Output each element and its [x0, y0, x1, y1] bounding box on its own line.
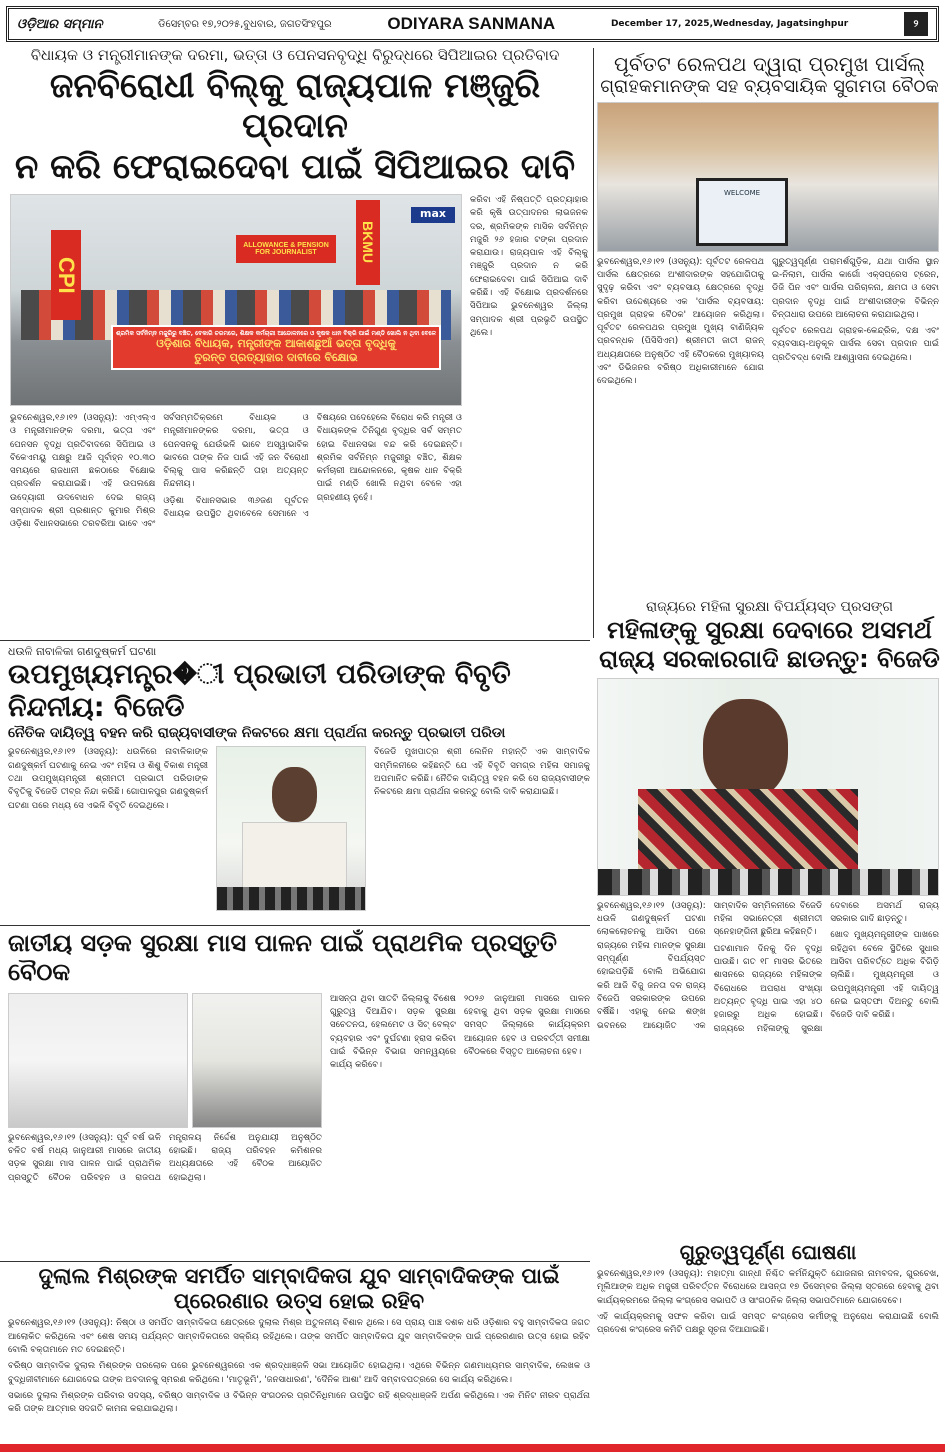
story1-body-left [10, 412, 462, 638]
paragraph: ବରିଷ୍ଠ ସାମ୍ବାଦିକ ଦୁଲାଲ ମିଶ୍ରଙ୍କ ପରଲୋକ ପରେ ଭୁବନେଶ୍ୱରରେ ଏକ ଶ୍ରଦ୍ଧାଞ୍ଜଳି ସଭା ଆୟୋଜିତ ହୋଇଥିଲା। ଏଥିରେ ବିଭିନ୍ନ ଗଣମାଧ୍ୟମର ସାମ୍ବାଦିକ, ଲେଖକ ଓ ବୁଦ୍ଧିଜୀବୀମାନେ ଯୋଗଦେଇ ତାଙ୍କ ଅବଦାନକୁ ସ୍ମରଣ କରିଥିଲେ। 'ମାତୃଭୂମି', 'ଜନସାଧାରଣ', 'ଦୈନିକ ଆଶା' ଆଦି ସମ୍ବାଦପତ୍ରରେ ସେ କାର୍ଯ୍ୟ କରିଥିଲେ। [8, 1361, 590, 1385]
story1 [0, 46, 590, 638]
story4-press-photo [216, 746, 366, 911]
masthead [6, 6, 939, 42]
story4-content [8, 746, 590, 921]
paragraph: ପୂର୍ବତଟ ରେଳପଥ ଗ୍ରାହକ-କେନ୍ଦ୍ରିକ, ଦକ୍ଷ ଏବଂ ବ୍ୟବସାୟ-ଅନୁକୂଳ ପାର୍ସଲ ସେବା ପ୍ରଦାନ ପାଇଁ ପ୍ରତିବଦ୍ଧ ବୋଲି ଆଶ୍ୱାସନା ଦେଇଥିଲେ। [772, 326, 939, 363]
divider [0, 640, 590, 641]
microphones [598, 869, 939, 896]
newspaper-logo: ଓଡ଼ିଆର ସମ୍ମାନ [17, 16, 103, 32]
story1-protest-photo [10, 194, 462, 406]
protest-banner [111, 325, 441, 370]
story1-headline-line2: ନ କରି ଫେରାଇଦେବା ପାଇଁ ସିପିଆଇର ଦାବି [14, 147, 576, 188]
store-sign: max [411, 207, 455, 223]
story3-headline-line1: ମହିଳାଙ୍କୁ ସୁରକ୍ଷା ଦେବାରେ ଅସମର୍ଥ [607, 616, 932, 645]
story4-headline: ଉପମୁଖ୍ୟମନ୍ତ୍ର�ୀ ପ୍ରଭାତୀ ପରିଡାଙ୍କ ବିବୃତି ନିନ୍ଦନୀୟ: ବିଜେଡି [8, 659, 511, 723]
story5-photo-right [192, 993, 322, 1128]
divider [0, 1261, 590, 1262]
page-number: ୨ [904, 12, 928, 36]
footer-bar [0, 1444, 945, 1452]
paragraph: ଭୁବନେଶ୍ୱର,୧୬।୧୨ (ଓସନ୍ୟୁ): ଧଉଳିରେ ନାବାଳିକାଙ୍କ ଗଣଦୁଷ୍କର୍ମ ଘଟଣାକୁ ନେଇ ଏବଂ ମହିଳା ଓ ଶିଶୁ ବିକାଶ ମନ୍ତ୍ରୀ ତଥା ଉପମୁଖ୍ୟମନ୍ତ୍ରୀ ଶ୍ରୀମତୀ ପ୍ରଭାତୀ ପରିଡାଙ୍କ ବିବୃତିକୁ ବିଜେଡି ତୀବ୍ର ନିନ୍ଦା କରିଛି। ଗୋପାଳପୁର ଗଣଦୁଷ୍କର୍ମ ଘଟଣା ପରେ ମଧ୍ୟ ସେ ଏଭଳି ବିବୃତି ଦେଇଥିଲେ। [8, 747, 208, 811]
bkmu-placard: BKMU [356, 200, 380, 285]
story2 [597, 52, 942, 595]
story6-body [597, 1268, 939, 1440]
paragraph: ଓଡ଼ିଶା ବିଧାନସଭାର ୩୬ଜଣ ପୂର୍ବତନ ବିଧାୟକ ଉପସ୍ଥିତ ଥିବାବେଳେ ସେମାନେ ଏ ବିଷୟରେ ପଦେହେଲେ ବିରୋଧ କରି ମନ୍ତ୍ରୀ ଓ ବିଧାୟକଙ୍କ ତିନିଗୁଣ ବୃଦ୍ଧିର ସର୍ବ ସମ୍ମତ ହୋଇ ବିଧାନସଭା ବନ୍ଦ କରି ଦେଇଛନ୍ତି। ଶ୍ରମିକ ସର୍ବନିମ୍ନ ମଜୁରୀରୁ ବଞ୍ଚିତ, ଶିକ୍ଷକ କର୍ମଚାରୀ ଆନ୍ଦୋଳନରେ, କୃଷକ ଧାନ ବିକ୍ରି ପାଇଁ ମଣ୍ଡି ଖୋଲି ନଥିବା ବେଳେ ଏହା ଗ୍ରହଣୀୟ ନୁହେଁ। [163, 412, 462, 520]
story4 [8, 645, 590, 921]
story1-kicker: ବିଧାୟକ ଓ ମନ୍ତ୍ରୀମାନଙ୍କ ଦରମା, ଭତ୍ତା ଓ ପେନସନବୃଦ୍ଧି ବିରୁଦ୍ଧରେ ସିପିଆଇର ପ୍ରତିବାଦ [30, 46, 560, 64]
journalist-placard: ALLOWANCE & PENSION FOR JOURNALIST [236, 235, 336, 263]
paragraph: ଭୁବନେଶ୍ୱର,୧୬।୧୨ (ଓସନ୍ୟୁ): ମହାତ୍ମା ଗାନ୍ଧୀ ନିଶ୍ଚିତ କର୍ମନିଯୁକ୍ତି ଯୋଜନାର ନାମବଦଳ, ଗୁରଚେଖ, ମୂଲିଆଙ୍କ ଅଧିକ ମଜୁରୀ ପରିବର୍ତ୍ତନ ବିରୋଧରେ ଆସନ୍ତା ୧୭ ଡିସେମ୍ବର ଜିଲ୍ଲା ସ୍ତରରେ ହେବାକୁ ଥିବା କାର୍ଯ୍ୟକ୍ରମରେ ଜିଲ୍ଲା କଂଗ୍ରେସ ସଭାପତି ଓ ସାଂଗଠନିକ ଜିଲ୍ଲା ସଭାପତିମାନେ ଯୋଗଦେବେ। [597, 1269, 939, 1306]
banner-line3: ତୁରନ୍ତ ପ୍ରତ୍ୟାହାର ଦାବୀରେ ବିକ୍ଷୋଭ [194, 351, 358, 365]
story5-left-column [8, 993, 322, 1258]
banner-line2: ଓଡ଼ିଶାର ବିଧାୟକ, ମନ୍ତ୍ରୀଙ୍କ ଆକାଶଛୁଆଁ ଭତ୍ତା ବୃଦ୍ଧିକୁ [156, 337, 396, 351]
paragraph: ୨୦୨୬ ଜାନୁଆରୀ ମାସରେ ପାଳନ ହେବାକୁ ଥିବା ସଡ଼କ ସୁରକ୍ଷା ମାସରେ ସମସ୍ତ ଜିଲ୍ଲାରେ କାର୍ଯ୍ୟକ୍ରମ ଆୟୋଜନ ହେବ ଓ ପରବର୍ତ୍ତୀ ସମୀକ୍ଷା ବୈଠକରେ ବିସ୍ତୃତ ଆଲୋଚନା ହେବ। [464, 993, 590, 1057]
date-english: December 17, 2025,Wednesday, Jagatsinghpur [610, 19, 849, 29]
story7 [8, 1264, 590, 1442]
story5-body-left [8, 1132, 322, 1258]
speaker-shirt [242, 822, 347, 892]
story2-headline-line1: ପୂର୍ବତଟ ରେଳପଥ ଦ୍ୱାରା ପ୍ରମୁଖ ପାର୍ସଲ୍ [613, 52, 925, 76]
story5-content [8, 993, 590, 1258]
divider [0, 925, 590, 926]
story2-body [597, 256, 939, 595]
story1-content [0, 194, 590, 638]
paragraph: ଭୁବନେଶ୍ୱର,୧୬।୧୨ (ଓସନ୍ୟୁ): ପୂର୍ବ ବର୍ଷ ଭଳି ଚଳିତ ବର୍ଷ ମଧ୍ୟ ଜାନୁଆରୀ ମାସରେ ଜାତୀୟ ସଡ଼କ ସୁରକ୍ଷା ମାସ ପାଳନ ପାଇଁ ପ୍ରାଥମିକ ପ୍ରସ୍ତୁତି ବୈଠକ ପରିବହନ ଓ ରାଜପଥ ମନ୍ତ୍ରାଳୟ ନିର୍ଦ୍ଦେଶ ଅନୁଯାୟୀ ଅନୁଷ୍ଠିତ ହୋଇଛି। ରାଜ୍ୟ ପରିବହନ କମିଶନର ଅଧ୍ୟକ୍ଷତାରେ ଏହି ବୈଠକ ଆୟୋଜିତ ହୋଇଥିଲା। [8, 1132, 322, 1183]
story5-photo-left [8, 993, 188, 1128]
story6-headline: ଗୁରୁତ୍ୱପୂର୍ଣ୍ଣ ଘୋଷଣା [679, 1240, 857, 1264]
cpi-placard: CPI [51, 230, 81, 320]
speaker [272, 767, 317, 822]
story3-headline-line2: ରାଜ୍ୟ ସରକାରଗାଦି ଛାଡନ୍ତୁ: ବିଜେଡି [599, 644, 940, 673]
paragraph: ଗୁରୁତ୍ୱପୂର୍ଣ୍ଣ ପରାମର୍ଶଗୁଡ଼ିକ, ଯଥା ପାର୍ସଲ ସ୍ଥାନ ଇ-ନିଲାମ, ପାର୍ସଲ କାର୍ଗୋ ଏକ୍ସପ୍ରେସ ଟ୍ରେନ, ଡିଜି ପିନ ଏବଂ ପାର୍ସଲ ପରିଚାଳନା, କ୍ଷମତା ଓ ସେବା ପ୍ରଦାନ ବୃଦ୍ଧି ପାଇଁ ଅଂଶୀଦାରୀଙ୍କ ବିଭିନ୍ନ ଚିନ୍ତାଧାରା ଉପରେ ଆଲୋଚନା କରାଯାଇଥିଲା। [772, 256, 939, 320]
story5-body-right [330, 993, 590, 1258]
paragraph: ବିଜେଡି ମୁଖପାତ୍ର ଶ୍ରୀ ଲେନିନ ମହାନ୍ତି ଏକ ସାମ୍ବାଦିକ ସମ୍ମିଳନୀରେ କହିଛନ୍ତି ଯେ ଏହି ବିବୃତି ସମଗ୍ର ମହିଳା ସମାଜକୁ ଅପମାନିତ କରିଛି। ନୈତିକ ଦାୟିତ୍ୱ ବହନ କରି ସେ ରାଜ୍ୟବାସୀଙ୍କ ନିକଟରେ କ୍ଷମା ପ୍ରାର୍ଥନା କରନ୍ତୁ ବୋଲି ଦାବି କରାଯାଇଛି। [374, 747, 590, 798]
story7-body [8, 1317, 590, 1442]
paragraph: ଆସନ୍ତା ଥିବା ସାତଟି ଜିଲ୍ଲାକୁ ବିଶେଷ ଗୁରୁତ୍ୱ ଦିଆଯିବ। ସଡ଼କ ସୁରକ୍ଷା ସଚେତନତା, ହେଲମେଟ ଓ ସିଟ୍ ବେଲ୍ଟ ବ୍ୟବହାର ଏବଂ ଦୁର୍ଘଟଣା ହ୍ରାସ କରିବା ପାଇଁ ବିଭିନ୍ନ ବିଭାଗ ସମନ୍ୱୟରେ କାର୍ଯ୍ୟ କରିବେ। [330, 993, 456, 1071]
newspaper-title: ODIYARA SANMANA [387, 14, 556, 33]
speaker [703, 699, 788, 799]
story4-body-right [374, 746, 590, 921]
story5 [8, 929, 590, 1258]
story3-press-photo [597, 678, 939, 896]
story5-photos [8, 993, 322, 1128]
story7-headline: ଦୁଲାଲ ମିଶ୍ରଙ୍କ ସମର୍ପିତ ସାମ୍ବାଦିକତା ଯୁବ ସାମ୍ବାଦିକଙ୍କ ପାଇଁ ପ୍ରେରଣାର ଉତ୍ସ ହୋଇ ରହିବ [38, 1264, 560, 1314]
story4-body-left [8, 746, 208, 921]
story3-body [597, 900, 939, 1236]
date-odia: ଡିସେମ୍ବର ୧୭,୨୦୨୫,ବୁଧବାର, ଜଗତସିଂହପୁର [158, 18, 332, 30]
microphones [217, 887, 366, 911]
story2-meeting-photo [597, 102, 939, 252]
paragraph: ସଭାରେ ଦୁଲାଲ ମିଶ୍ରଙ୍କ ପରିବାର ସଦସ୍ୟ, ବରିଷ୍ଠ ସାମ୍ବାଦିକ ଓ ବିଭିନ୍ନ ସଂଗଠନର ପ୍ରତିନିଧିମାନେ ଉପସ୍ଥିତ ରହି ଶ୍ରଦ୍ଧାଞ୍ଜଳି ଅର୍ପଣ କରିଥିଲେ। ଏକ ମିନିଟ ନୀରବ ପ୍ରାର୍ଥନା କରି ତାଙ୍କ ଆତ୍ମାର ସଦଗତି କାମନା କରାଯାଇଥିଲା। [8, 1390, 590, 1415]
story1-body-right [470, 194, 588, 638]
story6 [597, 1240, 939, 1440]
column-divider [593, 48, 594, 638]
presentation-screen: WELCOME [696, 178, 788, 246]
paragraph: ଏହି କାର୍ଯ୍ୟକ୍ରମକୁ ସଫଳ କରିବା ପାଇଁ ସମସ୍ତ କଂଗ୍ରେସ କର୍ମୀଙ୍କୁ ଅନୁରୋଧ କରାଯାଇଛି ବୋଲି ପ୍ରଦେଶ କଂଗ୍ରେସ କମିଟି ପକ୍ଷରୁ ସୂଚନା ଦିଆଯାଇଛି। [597, 1311, 939, 1336]
story1-main-column [10, 194, 462, 638]
story4-kicker: ଧଉଳି ନାବାଳିକା ଗଣଦୁଷ୍କର୍ମ ଘଟଣା [8, 645, 157, 658]
story4-subhead: ନୈତିକ ଦାୟିତ୍ୱ ବହନ କରି ରାଜ୍ୟବାସୀଙ୍କ ନିକଟରେ କ୍ଷମା ପ୍ରାର୍ଥନା କରନ୍ତୁ ପ୍ରଭାତୀ ପରିଡା [8, 725, 506, 742]
story3-kicker: ରାଜ୍ୟରେ ମହିଳା ସୁରକ୍ଷା ବିପର୍ଯ୍ୟସ୍ତ ପ୍ରସଙ୍ଗ [645, 599, 894, 615]
story1-headline-line1: ଜନବିରୋଧୀ ବିଲ୍‌କୁ ରାଜ୍ୟପାଳ ମଞ୍ଜୁରି ପ୍ରଦାନ [49, 65, 541, 147]
paragraph: ଖୋଦ ମୁଖ୍ୟମନ୍ତ୍ରୀଙ୍କ ପାଖରେ ରହିଥିବା ବେଳେ ସ୍ଥିତିରେ ସୁଧାର ଆସିବା ପରିବର୍ତ୍ତେ ଅଧିକ ବିଗିଡ଼ି ଚାଲିଛି। ମୁଖ୍ୟମନ୍ତ୍ରୀ ଓ ଉପମୁଖ୍ୟମନ୍ତ୍ରୀ ଏହି ଦାୟିତ୍ୱ ନେଇ ଇସ୍ତଫା ଦିଅନ୍ତୁ ବୋଲି ବିଜେଡି ଦାବି କରିଛି। [830, 930, 939, 1021]
paragraph: ଭୁବନେଶ୍ୱର,୧୬।୧୨ (ଓସନ୍ୟୁ): ପୂର୍ବତଟ ରେଳପଥ ପାର୍ସଲ କ୍ଷେତ୍ରରେ ଅଂଶୀଦାରଙ୍କ ସହଯୋଗିତାକୁ ସୁଦୃଢ଼ କରିବା ଏବଂ ବ୍ୟବସାୟ କ୍ଷେତ୍ରରେ ବୃଦ୍ଧି କରିବା ଉଦ୍ଦେଶ୍ୟରେ ଏକ 'ପାର୍ସଲ ବ୍ୟବସାୟ: ପ୍ରମୁଖ ଗ୍ରାହକ ବୈଠକ' ଆୟୋଜନ କରିଥିଲା। ପୂର୍ବତଟ ରେଳପଥର ପ୍ରମୁଖ ମୁଖ୍ୟ ବାଣିଜ୍ୟିକ ପ୍ରବନ୍ଧକ (ପିସିସିଏମ) ଶ୍ରୀମତୀ ଜାତୀ ରାଜନ୍ ଅଧ୍ୟକ୍ଷତାରେ ଅନୁଷ୍ଠିତ ଏହି ବୈଠକରେ ମୁଖ୍ୟାଳୟ ଏବଂ ଡିଭିଜନର ବରିଷ୍ଠ ଅଧିକାରୀମାନେ ଯୋଗ ଦେଇଥିଲେ। [597, 256, 764, 387]
paragraph: ଭୁବନେଶ୍ୱର,୧୬।୧୨ (ଓସନ୍ୟୁ): ଧଉଳି ଗଣଦୁଷ୍କର୍ମ ଘଟଣା ଲୋକଲୋଚନକୁ ଆସିବା ପରେ ରାଜ୍ୟରେ ମହିଳା ମାନଙ୍କ ସୁରକ୍ଷା ସମ୍ପୂର୍ଣ୍ଣ ବିପର୍ଯ୍ୟସ୍ତ ହୋଇପଡ଼ିଛି ବୋଲି ଅଭିଯୋଗ କରି ଆଜି ବିଜୁ ଜନତା ଦଳ ରାଜ୍ୟ ବିଜେପି ସରକାରଙ୍କ ଉପରେ ବର୍ଷିଛି। ଏହାକୁ ନେଇ ଶଙ୍ଖ ଭବନରେ ଆୟୋଜିତ ଏକ ସାମ୍ବାଦିକ ସମ୍ମିଳନୀରେ ବିଜେଡି ମହିଳା ସଭାନେତ୍ରୀ ଶ୍ରୀମତୀ ସ୍ନେହାଙ୍ଗିନୀ ଛୁରିଆ କହିଛନ୍ତି। [597, 900, 823, 1031]
paragraph: ଘଟଣାମାନ ଦିନକୁ ଦିନ ବୃଦ୍ଧି ପାଉଛି। ଗତ ୧୮ ମାସର ଭିତରେ ଶାସନରେ ରାଜ୍ୟରେ ମହିଳାଙ୍କ ବିରୋଧରେ ଅପରାଧ ସଂଖ୍ୟା ଅତ୍ୟନ୍ତ ବୃଦ୍ଧି ପାଇ ଏହା ୪୦ ହଜାରରୁ ଅଧିକ ହୋଇଛି। ରାଜ୍ୟରେ ମହିଳାଙ୍କୁ ସୁରକ୍ଷା ଦେବାରେ ଅସମର୍ଥ ରାଜ୍ୟ ସରକାର ଗାଦି ଛାଡ଼ନ୍ତୁ। [713, 900, 939, 1034]
banner-line1: ଶ୍ରମିକ ସର୍ବନିମ୍ନ ମଜୁରିରୁ ବଞ୍ଚିତ, ବେକାରି ଚରମରେ, ଶିକ୍ଷକ କର୍ମଚାରୀ ଆନ୍ଦୋଳନରେ ଓ କୃଷକ ଧାନ ବିକ୍ରି ପାଇଁ ମଣ୍ଡି ଖୋଲି ନ ଥିବା ବେଳେ [116, 329, 436, 337]
paragraph: କରିବା ଏହି ନିଷ୍ପତ୍ତି ପ୍ରତ୍ୟାହାର କରି କୃଷି ଉତ୍ପାଦନର ଲାଭଜନକ ଦର, ଶ୍ରମିକଙ୍କ ମାସିକ ସର୍ବନିମ୍ନ ମଜୁରି ୨୬ ହଜାର ଟଙ୍କା ପ୍ରଦାନ କରାଯାଉ। ରାଜ୍ୟପାଳ ଏହି ବିଲ୍‌କୁ ମଞ୍ଜୁରି ପ୍ରଦାନ ନ କରି ଫେରାଇଦେବା ପାଇଁ ସିପିଆଇ ଦାବି କରିଛି। ଏହି ବିକ୍ଷୋଭ ପ୍ରଦର୍ଶନରେ ସିପିଆଇ ଭୁବନେଶ୍ୱର ଜିଲ୍ଲା ସମ୍ପାଦକ ଶ୍ରୀ ପ୍ରଭୃତି ଉପସ୍ଥିତ ଥିଲେ। [470, 194, 588, 339]
story5-headline: ଜାତୀୟ ସଡ଼କ ସୁରକ୍ଷା ମାସ ପାଳନ ପାଇଁ ପ୍ରାଥମିକ ପ୍ରସ୍ତୁତି ବୈଠକ [8, 929, 557, 986]
paragraph: ଭୁବନେଶ୍ୱର,୧୬।୧୨ (ଓସନ୍ୟୁ): ଏମ୍‌ଏଲ୍‌ଏ ଓ ମନ୍ତ୍ରୀମାନଙ୍କ ଦରମା, ଭତ୍ତା ଏବଂ ପେନସନ ବୃଦ୍ଧି ପ୍ରତିବାଦରେ ସିପିଆଇ ଓ ବିକେଏମୟୁ ପକ୍ଷରୁ ଆଜି ପୂର୍ବାହ୍ନ ୧୦.୩୦ ସମୟରେ ରାଜଧାନୀ ଛକଠାରେ ବିକ୍ଷୋଭ ପ୍ରଦର୍ଶନ କରାଯାଇଛି। ଏହି ଉପଲକ୍ଷେ ଉଦ୍ୟୋଗୀ ଉଦବୋଧନ ଦେଇ ରାଜ୍ୟ ସମ୍ପାଦକ ଶ୍ରୀ ପ୍ରଶାନ୍ତ କୁମାର ମିଶ୍ର ଓଡ଼ିଶା ବିଧାନସଭାରେ ତରବରିଆ ଭାବେ ଏବଂ ସର୍ବସମ୍ମତିକ୍ରମେ ବିଧାୟକ ଓ ମନ୍ତ୍ରୀମାନଙ୍କର ଦରମା, ଭତ୍ତା ଓ ପେନସନକୁ ଯେଉଁଭଳି ଭାବେ ଅସ୍ୱାଭାବିକ ଭାବରେ ତାଙ୍କ ନିଜ ପାଇଁ ଏହି ଜନ ବିରୋଧୀ ବିଲ୍‌କୁ ପାସ କରିଛନ୍ତି ତାହା ଅତ୍ୟନ୍ତ ନିନ୍ଦନୀୟ। [10, 412, 309, 530]
story3 [597, 598, 942, 1236]
paragraph: ଭୁବନେଶ୍ୱର,୧୬।୧୨ (ଓସନ୍ୟୁ): ନିଷ୍ଠା ଓ ସମର୍ପିତ ସାମ୍ବାଦିକତା କ୍ଷେତ୍ରରେ ଦୁଲାଲ ମିଶ୍ର ଅତୁଳନୀୟ ବିଶାଳ ଥିଲେ। ସେ ପ୍ରାୟ ପାଞ୍ଚ ଦଶକ ଧରି ଓଡ଼ିଶାର ବହୁ ସାମ୍ବାଦିକତା ଜଗତ ଆଲୋକିତ କରିଥିଲେ ଏବଂ ଶେଷ ସମୟ ପର୍ଯ୍ୟନ୍ତ ସାମ୍ବାଦିକତାରେ ସକ୍ରିୟ ରହିଥିଲେ। ତାଙ୍କ ସମର୍ପିତ ସାମ୍ବାଦିକତା ଯୁବ ସାମ୍ବାଦିକଙ୍କ ପାଇଁ ପ୍ରେରଣାର ଉତ୍ସ ହୋଇ ରହିବ ବୋଲି ବକ୍ତାମାନେ ମତ ଦେଇଛନ୍ତି। [8, 1318, 590, 1355]
story2-headline-line2: ଗ୍ରାହକମାନଙ୍କ ସହ ବ୍ୟବସାୟିକ ସୁଗମତା ବୈଠକ [600, 76, 939, 97]
